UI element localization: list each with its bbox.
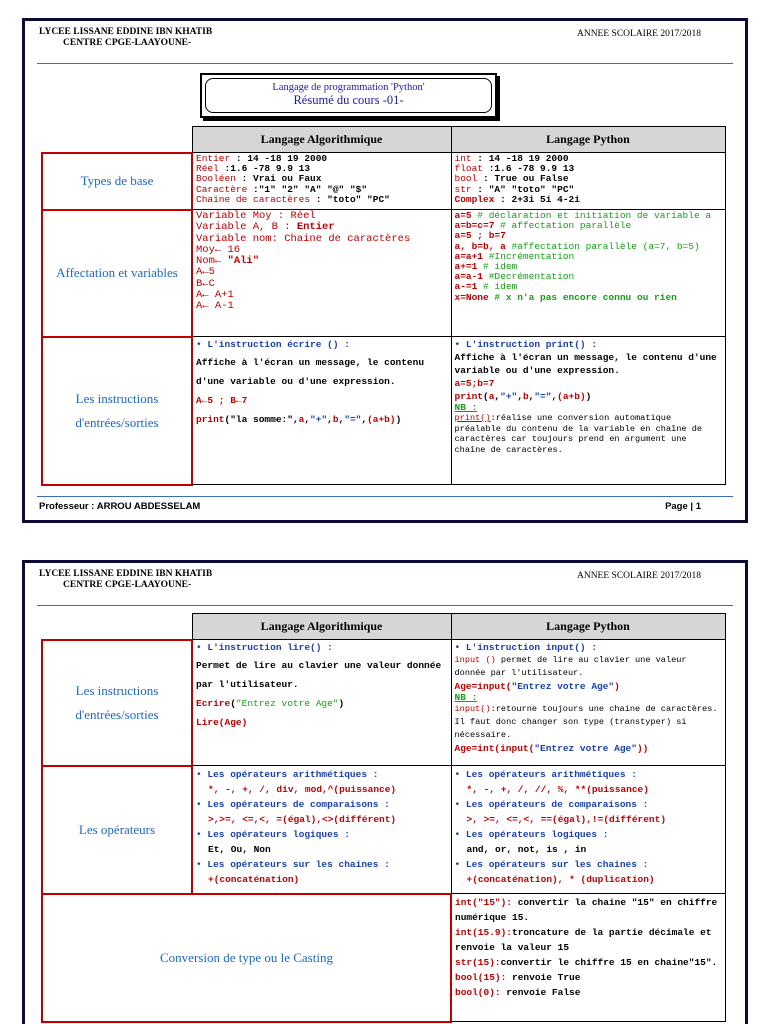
- code-fragment: # déclaration et initiation de variable a: [471, 210, 712, 221]
- school-name: LYCEE LISSANE EDDINE IBN KHATIB: [39, 27, 213, 37]
- page-1: [22, 18, 748, 523]
- code-fragment: Booléen: [196, 173, 236, 185]
- code-fragment: A←5: [196, 266, 215, 279]
- code-fragment: ,: [517, 391, 523, 402]
- code-fragment: Affiche à l'écran un message, le contenu d'une variable ou d'une expression.: [454, 352, 717, 376]
- row-label-types: Types de base: [42, 153, 192, 210]
- code-fragment: A← A+1: [196, 289, 234, 302]
- code-fragment: +(concaténation), * (duplication): [466, 874, 655, 885]
- code-fragment: a: [488, 391, 495, 402]
- code-fragment: float: [454, 163, 484, 175]
- school-header: [39, 569, 212, 591]
- title-line-2: Résumé du cours -01-: [293, 93, 404, 107]
- code-fragment: Chaine de caractères: [196, 193, 311, 205]
- code-fragment: Complex: [454, 193, 495, 205]
- types-algo-cell: [192, 153, 451, 210]
- code-fragment: :1.6 -78 9.9 13: [218, 163, 311, 175]
- school-year: ANNEE SCOLAIRE 2017/2018: [576, 29, 701, 39]
- row-label-operators: Les opérateurs: [42, 766, 192, 894]
- code-fragment: "+": [310, 414, 328, 425]
- code-fragment: str: [454, 183, 472, 195]
- code-fragment: *, -, +, /, div, mod,^(puissance): [208, 784, 397, 795]
- code-fragment: ): [585, 391, 592, 402]
- io-algo-cell: [192, 337, 451, 485]
- row-label-affectation: Affectation et variables: [42, 210, 192, 337]
- code-fragment: >, >=, <=,<, ==(égal),!=(différent): [466, 814, 667, 825]
- code-fragment: :retourne toujours une chaine de caractères. Il faut donc changer son type (transtyper) si nécessaire.: [454, 704, 718, 741]
- code-fragment: renvoie False: [500, 987, 581, 998]
- operators-algo-cell: [192, 766, 451, 894]
- header-rule: [37, 605, 733, 606]
- code-fragment: Lire(Age): [196, 717, 248, 728]
- code-fragment: >,>=, <=,<, =(égal),<>(différent): [208, 814, 397, 825]
- code-fragment: ): [395, 414, 402, 425]
- code-fragment: a=b=c=7: [454, 220, 495, 232]
- code-fragment: permet de lire au clavier une valeur donnée par l'utilisateur.: [454, 655, 687, 678]
- code-fragment: #Incrémentation: [483, 250, 575, 262]
- code-fragment: ,: [304, 414, 311, 425]
- code-fragment: Caractère: [196, 183, 248, 195]
- input-python-cell: [451, 640, 725, 766]
- page-2: [22, 560, 748, 1024]
- code-fragment: • Les opérateurs arithmétiques :: [196, 769, 379, 780]
- code-fragment: ,: [361, 414, 368, 425]
- code-fragment: int(15.9):: [455, 927, 513, 938]
- code-fragment: # affectation parallèle: [494, 220, 632, 232]
- code-fragment: Variable A, B :: [196, 221, 297, 234]
- code-fragment: a, b=b, a: [454, 240, 506, 252]
- code-fragment: a+=1: [454, 261, 478, 273]
- page-number: Page | 1: [665, 501, 701, 512]
- code-fragment: int: [454, 153, 472, 164]
- code-fragment: • L'instruction lire() :: [196, 642, 333, 653]
- code-fragment: • Les opérateurs arithmétiques :: [454, 769, 637, 780]
- code-fragment: : "toto" "PC": [310, 193, 390, 205]
- code-fragment: "Ali": [227, 255, 260, 268]
- code-fragment: bool(0):: [455, 987, 501, 998]
- school-header: [39, 27, 212, 49]
- column-header-algo: Langage Algorithmique: [192, 127, 451, 153]
- title-box: [200, 73, 497, 118]
- code-fragment: Age=int(input(: [454, 743, 535, 755]
- code-fragment: Ecrire: [196, 698, 231, 709]
- code-fragment: a: [298, 414, 305, 425]
- code-fragment: • Les opérateurs sur les chaines :: [196, 859, 390, 870]
- code-fragment: "=": [534, 391, 552, 402]
- code-fragment: str(15):: [455, 957, 501, 968]
- code-fragment: ): [338, 698, 345, 709]
- code-fragment: "+": [500, 391, 518, 402]
- code-fragment: Moy← 16: [196, 243, 241, 256]
- code-fragment: bool(15):: [455, 972, 507, 983]
- code-fragment: • L'instruction écrire () :: [196, 339, 350, 350]
- code-fragment: *, -, +, /, //, %, **(puissance): [466, 784, 649, 795]
- code-fragment: :1.6 -78 9.9 13: [483, 163, 575, 175]
- code-fragment: ,: [494, 391, 501, 402]
- code-fragment: "Entrez votre Age": [511, 681, 615, 692]
- code-fragment: ,: [292, 414, 299, 425]
- code-fragment: Variable nom: [196, 232, 272, 245]
- code-fragment: Age=input(: [454, 681, 512, 692]
- code-fragment: #affectation parallèle (a=7, b=5): [505, 240, 700, 252]
- code-fragment: ,: [551, 391, 558, 402]
- footer-rule: [37, 496, 733, 497]
- code-fragment: Réel: [196, 163, 219, 175]
- code-fragment: Réel: [290, 210, 316, 222]
- types-python-cell: [451, 153, 725, 210]
- code-fragment: B←C: [196, 277, 215, 290]
- code-fragment: # idem: [477, 261, 518, 273]
- code-fragment: print: [454, 391, 484, 402]
- code-fragment: Affiche à l'écran un message, le contenu d'une variable ou d'une expression.: [196, 357, 425, 387]
- code-fragment: Nom←: [196, 255, 228, 268]
- summary-table-2: [41, 613, 726, 1023]
- code-fragment: • L'instruction input() :: [454, 642, 598, 653]
- code-fragment: a=a-1: [454, 271, 484, 283]
- code-fragment: +(concaténation): [208, 874, 300, 885]
- code-fragment: Entier: [196, 153, 231, 164]
- affect-algo-cell: [192, 210, 451, 337]
- code-fragment: a=a+1: [454, 250, 484, 262]
- code-fragment: Et, Ou, Non: [208, 844, 271, 855]
- code-fragment: • Les opérateurs de comparaisons :: [196, 799, 390, 810]
- code-fragment: convertir le chiffre 15 en chaine"15".: [500, 957, 718, 968]
- code-fragment: (: [230, 698, 236, 709]
- header-rule: [37, 63, 733, 64]
- code-fragment: Entier: [296, 221, 335, 234]
- operators-python-cell: [451, 766, 725, 894]
- code-fragment: Permet de lire au clavier une valeur donnée par l'utilisateur.: [196, 660, 442, 690]
- code-fragment: a=5;b=7: [454, 378, 495, 389]
- professor-name: Professeur : ARROU ABDESSELAM: [39, 501, 201, 512]
- code-fragment: troncature de la partie décimale et renvoie la valeur 15: [455, 927, 712, 953]
- code-fragment: A←5 ; B←7: [196, 395, 248, 406]
- code-fragment: b: [332, 414, 339, 425]
- code-fragment: #Decrémentation: [483, 271, 575, 283]
- school-center: CENTRE CPGE-LAAYOUNE-: [63, 580, 192, 590]
- code-fragment: bool: [454, 173, 478, 185]
- code-fragment: : "A" "toto" "PC": [471, 183, 575, 195]
- column-header-python: Langage Python: [451, 614, 725, 640]
- column-header-algo: Langage Algorithmique: [192, 614, 451, 640]
- title-line-1: Langage de programmation 'Python': [272, 82, 425, 93]
- code-fragment: (a+b): [557, 391, 586, 402]
- code-fragment: and, or, not, is , in: [466, 844, 587, 855]
- code-fragment: a=5 ; b=7: [454, 230, 506, 242]
- code-fragment: • Les opérateurs de comparaisons :: [454, 799, 649, 810]
- code-fragment: input (): [454, 655, 496, 665]
- row-label-io: Les instructions d'entrées/sorties: [42, 337, 192, 485]
- code-fragment: : 14 -18 19 2000: [230, 153, 328, 164]
- code-fragment: int("15"):: [455, 897, 513, 908]
- row-label-io: Les instructions d'entrées/sorties: [42, 640, 192, 766]
- school-center: CENTRE CPGE-LAAYOUNE-: [63, 38, 192, 48]
- code-fragment: A← A-1: [196, 300, 234, 313]
- code-fragment: convertir la chaine "15" en chiffre numérique 15.: [455, 897, 718, 923]
- code-fragment: "=": [344, 414, 362, 425]
- code-fragment: • Les opérateurs sur les chaines :: [454, 859, 649, 870]
- code-fragment: # idem: [477, 281, 518, 293]
- code-fragment: : 14 -18 19 2000: [471, 153, 569, 164]
- code-fragment: (a+b): [367, 414, 396, 425]
- code-fragment: • L'instruction print() :: [454, 339, 598, 350]
- code-fragment: :réalise une conversion automatique préalable du contenu de la variable en chaîne de caractères car toujours prend en argument une chaîne de caractères.: [454, 413, 703, 455]
- code-fragment: • Les opérateurs logiques :: [454, 829, 609, 840]
- code-fragment: b: [522, 391, 529, 402]
- code-fragment: ,: [338, 414, 345, 425]
- code-fragment: NB :: [454, 402, 478, 413]
- row-label-casting: Conversion de type ou le Casting: [42, 894, 451, 1022]
- code-fragment: renvoie True: [506, 972, 581, 983]
- summary-table-1: [41, 126, 726, 486]
- code-fragment: "la somme:": [230, 414, 293, 425]
- code-fragment: • Les opérateurs logiques :: [196, 829, 350, 840]
- code-fragment: print: [196, 414, 225, 425]
- code-fragment: a=5: [454, 210, 472, 221]
- school-year: ANNEE SCOLAIRE 2017/2018: [576, 571, 701, 581]
- code-fragment: input(): [454, 704, 491, 715]
- school-name: LYCEE LISSANE EDDINE IBN KHATIB: [39, 569, 213, 579]
- code-fragment: (: [483, 391, 489, 402]
- code-fragment: ,: [528, 391, 535, 402]
- column-header-python: Langage Python: [451, 127, 725, 153]
- code-fragment: a-=1: [454, 281, 478, 293]
- code-fragment: :"1" "2" "A" "@" "$": [247, 183, 368, 195]
- code-fragment: "Entrez votre Age": [534, 743, 637, 755]
- code-fragment: : Vrai ou Faux: [235, 173, 322, 185]
- code-fragment: # x n'a pas encore connu ou rien: [488, 291, 677, 303]
- code-fragment: "Entrez votre Age": [235, 698, 339, 709]
- code-fragment: ,: [327, 414, 333, 425]
- code-fragment: : Chaine de caractères: [271, 232, 411, 245]
- io-python-cell: [451, 337, 725, 485]
- code-fragment: NB :: [454, 692, 478, 703]
- code-fragment: print(): [454, 413, 491, 424]
- code-fragment: Variable Moy :: [196, 210, 291, 222]
- casting-python-cell: [451, 894, 725, 1022]
- code-fragment: : True ou False: [477, 173, 569, 185]
- code-fragment: : 2+3i 5i 4-2i: [494, 193, 580, 205]
- affect-python-cell: [451, 210, 725, 337]
- code-fragment: x=None: [454, 291, 489, 303]
- input-algo-cell: [192, 640, 451, 766]
- code-fragment: (: [224, 414, 231, 425]
- code-fragment: ): [614, 681, 620, 692]
- code-fragment: )): [636, 743, 649, 755]
